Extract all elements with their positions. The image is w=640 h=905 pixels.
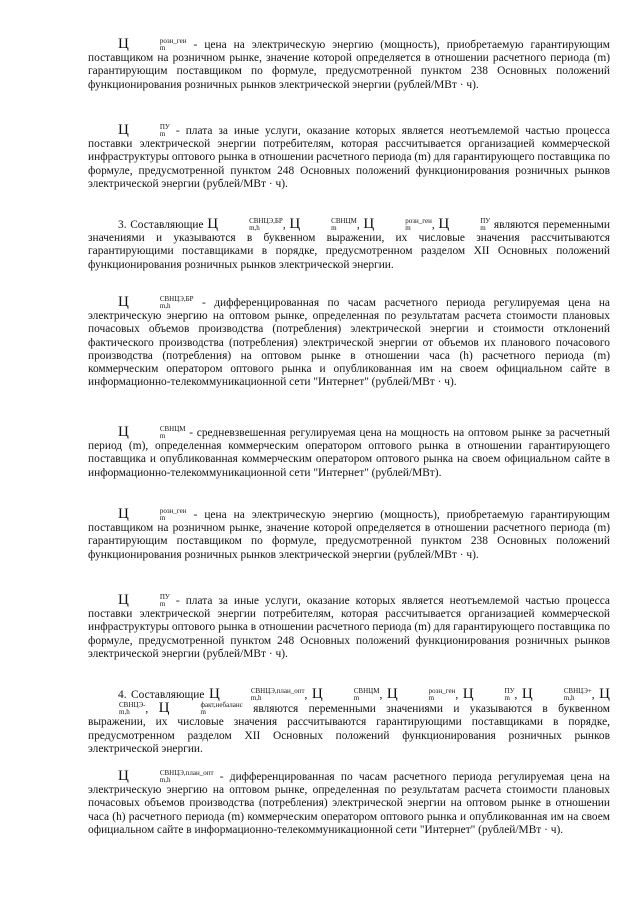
- symbol-superscript: СВНЦМ: [159, 425, 186, 433]
- symbol-superscript: факт,небаланс: [200, 701, 243, 710]
- formula-symbol: Ц: [207, 216, 219, 232]
- formula-symbol: Ц: [118, 768, 129, 784]
- symbol-superscript: ПУ: [480, 217, 491, 225]
- formula-symbol: Ц: [386, 686, 398, 702]
- formula-symbol: Ц: [599, 686, 611, 702]
- formula-symbol: Ц: [363, 216, 375, 232]
- symbol-subscript: m: [159, 130, 166, 138]
- paragraph-lead: 3. Составляющие: [118, 219, 208, 231]
- symbol-subscript: m: [428, 694, 435, 702]
- symbol-subscript: m: [159, 514, 166, 522]
- symbol-subscript: m: [159, 432, 166, 440]
- paragraph-item-3: 3. Составляющие Ц СВНЦЭ,БР m,h , Ц СВНЦМ m , Ц розн_ген m , Ц ПУ m являются переменными значениями и указываются в буквенном выражении, их числовые значения рассчитываются гарантирующими поставщиками в порядке, предусмотренном разделом XII Основных положений функционирования розничных рынков электрической энергии.: [88, 216, 610, 271]
- paragraph-pu-definition-2: [88, 594, 610, 661]
- symbol-subscript: m: [405, 224, 411, 232]
- paragraph-pu-definition: [88, 124, 610, 191]
- formula-symbol: Ц: [118, 122, 129, 138]
- symbol-superscript: СВНЦЭ+: [563, 687, 592, 695]
- paragraph-item-4: 4. Составляющие Ц СВНЦЭ,план_опт m,h , Ц СВНЦМ m , Ц розн_ген m , Ц ПУ m , Ц СВНЦЭ+ m,h , Ц СВНЦЭ- m,h , Ц факт,небаланс m являются переменными значениями и указываются в буквенном выражении, их числовые значения рассчитываются гарантирующими поставщиками в порядке, предусмотренном разделом XII Основных положений функционирования розничных рынков электрической энергии.: [88, 686, 611, 755]
- paragraph-text: - дифференцированная по часам расчетного периода регулируемая цена на электрическую энергию на оптовом рынке, определенная по результатам расчета стоимости плановых почасовых объемов производства (потребления) электрической энергии и стоимости отклонений фактического производства (потребления) электрической энергии от объемов их планового почасового производства (потребления) на оптовом рынке в отношении часа (h) расчетного периода (m) коммерческим оператором оптового рынка и опубликованная им на своем официальном сайте в информационно-телекоммуникационной сети "Интернет" (рублей/МВт · ч).: [88, 297, 610, 389]
- paragraph-rozn-gen-definition-2: [88, 508, 610, 562]
- symbol-subscript: m,h: [159, 302, 171, 310]
- symbol-subscript: m: [200, 708, 206, 717]
- paragraph-svnce-br-definition: [88, 296, 610, 389]
- symbol-subscript: m: [504, 694, 510, 702]
- symbol-subscript: m: [159, 600, 166, 608]
- symbol-superscript: СВНЦМ: [331, 217, 357, 225]
- paragraph-text: - цена на электрическую энергию (мощность), приобретаемую гарантирующим поставщиком на розничном рынке, значение которой определяется в отношении расчетного периода (m) гарантирующим поставщиком по формуле, предусмотренной пунктом 238 Основных положений функционирования розничных рынков электрической энергии (рублей/МВт · ч).: [88, 509, 610, 561]
- formula-symbol: Ц: [118, 294, 129, 310]
- paragraph-svncm-definition: [88, 426, 610, 480]
- symbol-superscript: розн_ген: [159, 37, 187, 45]
- formula-symbol: Ц: [438, 216, 450, 232]
- symbol-superscript: СВНЦЭ-: [119, 701, 146, 710]
- symbol-superscript: СВНЦЭ,план_опт: [159, 769, 214, 777]
- paragraph-text: - дифференцированная по часам расчетного периода регулируемая цена на электрическую энергию на оптовом рынке, определенная по результатам расчета стоимости плановых почасовых объемов производства (потребления) электрической энергии на оптовом рынке в отношении часа (h) расчетного периода (m) коммерческим оператором оптового рынка и опубликованная им на своем официальном сайте в информационно-телекоммуникационной сети "Интернет" (рублей/МВт · ч).: [88, 771, 610, 836]
- symbol-superscript: СВНЦМ: [353, 687, 380, 695]
- symbol-superscript: СВНЦЭ,план_опт: [250, 687, 305, 695]
- formula-symbol: Ц: [289, 216, 301, 232]
- symbol-superscript: СВНЦЭ,БР: [159, 295, 194, 303]
- symbol-subscript: m: [159, 44, 166, 52]
- symbol-superscript: розн_ген: [159, 507, 187, 515]
- symbol-subscript: m,h: [159, 776, 171, 784]
- symbol-subscript: m: [331, 224, 337, 232]
- paragraph-lead: 4. Составляющие: [118, 689, 209, 701]
- symbol-superscript: ПУ: [504, 687, 515, 695]
- symbol-superscript: ПУ: [159, 123, 170, 131]
- symbol-subscript: m: [353, 694, 360, 702]
- symbol-superscript: СВНЦЭ,БР: [249, 217, 283, 225]
- symbol-superscript: ПУ: [159, 593, 170, 601]
- formula-symbol: Ц: [521, 686, 533, 702]
- formula-symbol: Ц: [118, 592, 129, 608]
- symbol-subscript: m,h: [249, 224, 260, 232]
- paragraph-text: - средневзвешенная регулируемая цена на мощность на оптовом рынке за расчетный период (m), определенная коммерческим оператором оптового рынка в отношении гарантирующего поставщика и опубликованная коммерческим оператором оптового рынка на своем официальном сайте в информационно-телекоммуникационной сети "Интернет" (рублей/МВт).: [88, 427, 610, 479]
- formula-symbol: Ц: [118, 424, 129, 440]
- formula-symbol: Ц: [208, 686, 220, 702]
- symbol-subscript: m,h: [563, 694, 575, 702]
- formula-symbol: Ц: [118, 36, 129, 52]
- paragraph-text: являются переменными значениями и указываются в буквенном выражении, их числовые значения рассчитываются гарантирующими поставщиками в порядке, предусмотренном разделом XII Основных положений функционирования розничных рынков электрической энергии.: [88, 703, 610, 755]
- paragraph-text: являются переменными значениями и указываются в буквенном выражении, их числовые значения рассчитываются гарантирующими поставщиками в порядке, предусмотренном разделом XII Основных положений функционирования розничных рынков электрической энергии.: [88, 219, 610, 271]
- paragraph-text: - цена на электрическую энергию (мощность), приобретаемую гарантирующим поставщиком на розничном рынке, значение которой определяется в отношении расчетного периода (m) гарантирующим поставщиком по формуле, предусмотренной пунктом 238 Основных положений функционирования розничных рынков электрической энергии (рублей/МВт · ч).: [88, 39, 610, 91]
- symbol-subscript: m: [480, 224, 486, 232]
- paragraph-text: - плата за иные услуги, оказание которых является неотъемлемой частью процесса поставки электрической энергии потребителям, которая рассчитывается организацией коммерческой инфраструктуры оптового рынка в отношении расчетного периода (m) для гарантирующего поставщика по формуле, предусмотренной пунктом 248 Основных положений функционирования розничных рынков электрической энергии (рублей/МВт · ч).: [88, 595, 610, 660]
- formula-symbol: Ц: [158, 700, 170, 717]
- formula-symbol: Ц: [462, 686, 474, 702]
- formula-symbol: Ц: [311, 686, 323, 702]
- paragraph-rozn-gen-definition: [88, 38, 610, 92]
- paragraph-svnce-plan-opt-definition: [88, 770, 610, 837]
- formula-symbol: Ц: [118, 506, 129, 522]
- symbol-subscript: m,h: [119, 708, 130, 717]
- paragraph-text: - плата за иные услуги, оказание которых является неотъемлемой частью процесса поставки электрической энергии потребителям, которая рассчитывается организацией коммерческой инфраструктуры оптового рынка в отношении расчетного периода (m) для гарантирующего поставщика по формуле, предусмотренной пунктом 248 Основных положений функционирования розничных рынков электрической энергии (рублей/МВт · ч).: [88, 125, 610, 190]
- symbol-superscript: розн_ген: [428, 687, 456, 695]
- symbol-subscript: m,h: [250, 694, 262, 702]
- symbol-superscript: розн_ген: [405, 217, 432, 225]
